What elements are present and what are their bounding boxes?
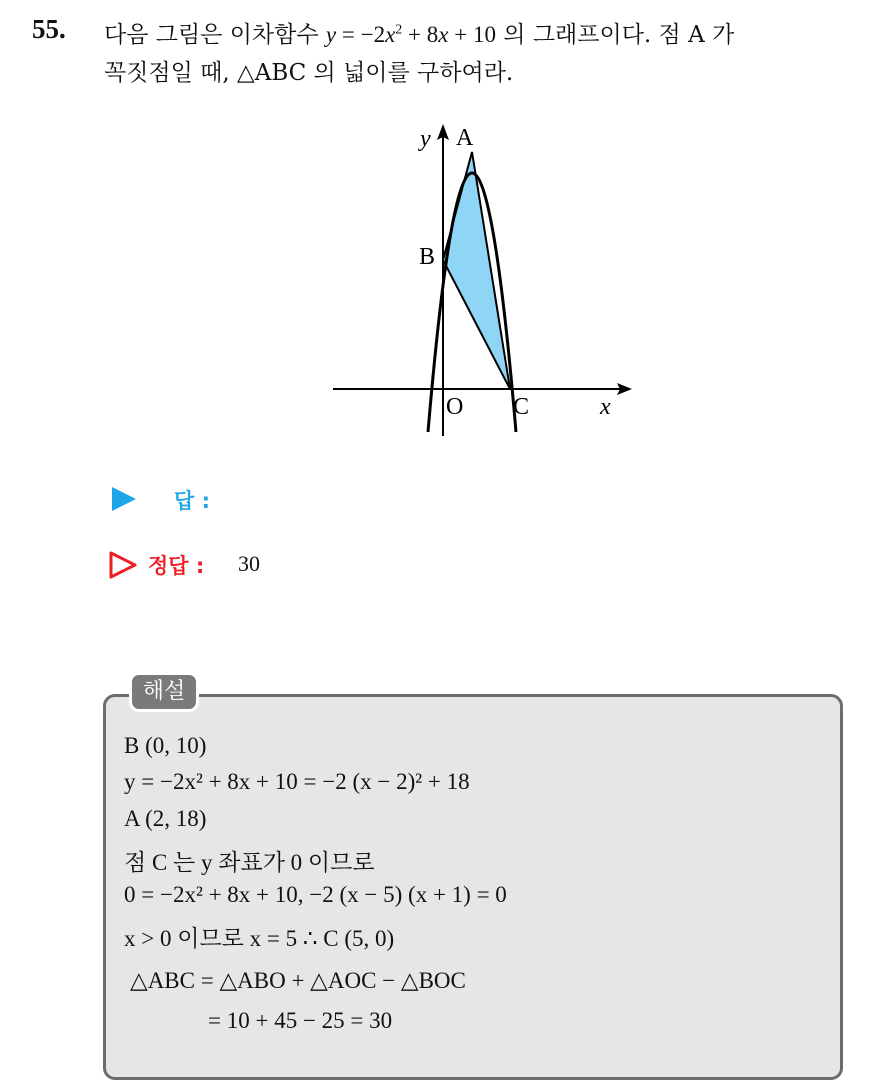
problem-number: 55.: [32, 14, 66, 44]
solution-line-4: 점 C 는 y 좌표가 0 이므로: [124, 850, 375, 875]
label-b: B: [419, 244, 436, 270]
function-x1: x: [385, 22, 396, 47]
function-exponent: 2: [395, 22, 403, 38]
label-o: O: [446, 394, 464, 420]
function-eq: = −2: [336, 22, 386, 47]
solution-line-6: x > 0 이므로 x = 5 ∴ C (5, 0): [124, 926, 395, 951]
problem-text-line1: [104, 16, 734, 49]
label-a: A: [456, 125, 474, 151]
solution-tab: 해설: [129, 672, 199, 712]
label-y: y: [420, 126, 431, 152]
label-x: x: [600, 394, 611, 420]
correct-answer-label: 정답 :: [148, 554, 205, 578]
answer-label: 답 :: [174, 489, 210, 513]
function-lhs: y: [325, 22, 337, 47]
correct-answer-value: 30: [238, 551, 260, 576]
solution-line-2: y = −2x² + 8x + 10 = −2 (x − 2)² + 18: [124, 769, 470, 794]
solution-line-3: A (2, 18): [124, 806, 207, 831]
solution-line-8: = 10 + 45 − 25 = 30: [208, 1008, 393, 1033]
solution-line-7: △ABC = △ABO + △AOC − △BOC: [130, 968, 466, 993]
function-x2: x: [438, 22, 449, 47]
function-tail: + 10: [448, 22, 496, 47]
play-icon: [110, 485, 138, 513]
solution-line-1: B (0, 10): [124, 733, 207, 758]
problem-text-post: 의 그래프이다. 점 A 가: [495, 22, 735, 48]
solution-line-5: 0 = −2x² + 8x + 10, −2 (x − 5) (x + 1) = 0: [124, 882, 507, 907]
parabola-figure: [325, 110, 645, 440]
label-c: C: [513, 394, 530, 420]
function-mid: + 8: [402, 22, 439, 47]
play-outline-icon: [108, 550, 138, 580]
problem-text-line2: 꼭짓점일 때, △ABC 의 넓이를 구하여라.: [104, 60, 514, 86]
problem-text-pre: 다음 그림은 이차함수: [104, 22, 326, 48]
